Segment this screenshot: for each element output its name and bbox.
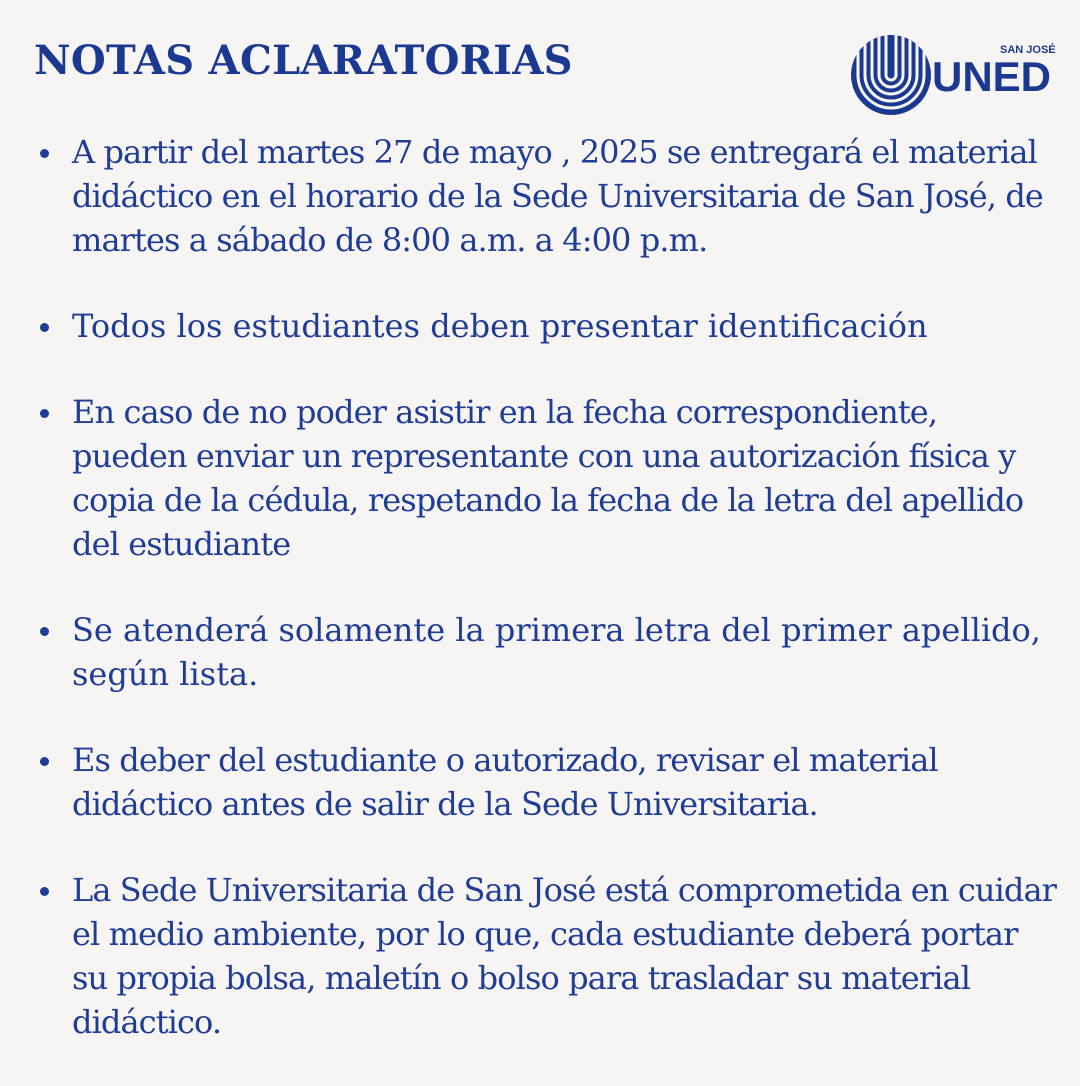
note-text: Todos los estudiantes deben presentar identificación (72, 307, 928, 345)
list-item (30, 390, 1060, 566)
uned-logo (850, 34, 1056, 116)
note-text: En caso de no poder asistir en la fecha correspondiente, pueden enviar un representante con una autorización física y copia de la cédula, respetando la fecha de la letra del apellido del estudiante (72, 393, 1024, 563)
list-item (30, 738, 1060, 826)
page-title: NOTAS ACLARATORIAS (34, 37, 573, 84)
notes-list (30, 130, 1060, 1086)
list-item (30, 130, 1060, 262)
note-text: A partir del martes 27 de mayo , 2025 se entregará el material didáctico en el horario de la Sede Universitaria de San José, de martes a sábado de 8:00 a.m. a 4:00 p.m. (72, 133, 1043, 259)
list-item (30, 608, 1060, 696)
note-text: La Sede Universitaria de San José está comprometida en cuidar el medio ambiente, por lo que, cada estudiante deberá portar su propia bolsa, maletín o bolso para trasladar su material didáctico. (72, 871, 1057, 1041)
note-text: Se atenderá solamente la primera letra del primer apellido, según lista. (72, 611, 1041, 693)
logo-subtitle: SAN JOSÉ (1000, 44, 1056, 56)
uned-logo-icon (850, 34, 932, 116)
list-item (30, 304, 1060, 348)
logo-name: UNED (932, 53, 1052, 100)
list-item (30, 868, 1060, 1044)
note-text: Es deber del estudiante o autorizado, revisar el material didáctico antes de salir de la Sede Universitaria. (72, 741, 938, 823)
